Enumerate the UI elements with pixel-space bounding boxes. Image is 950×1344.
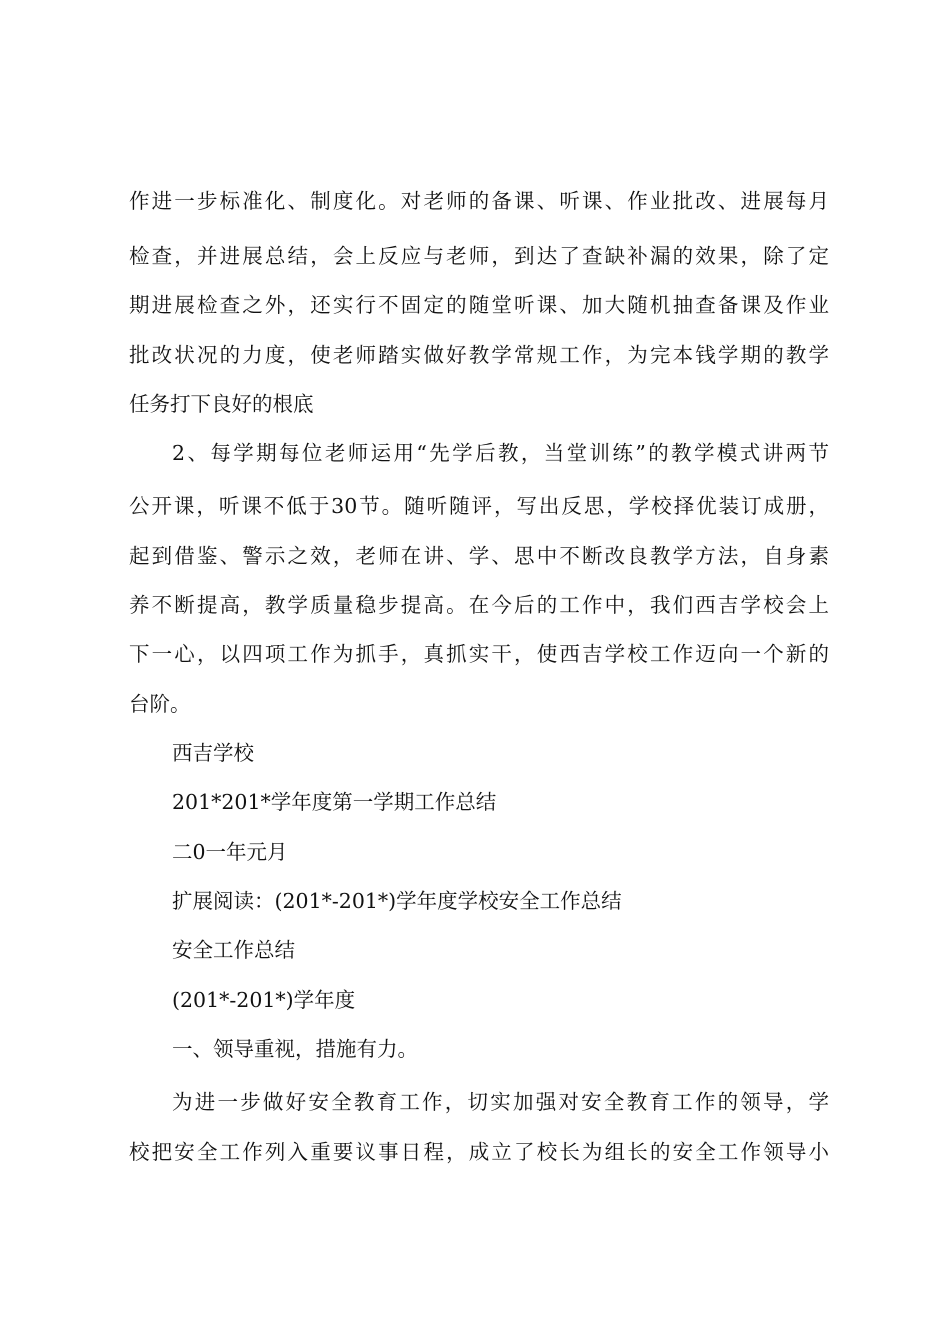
text-line-9: 养不断提高，教学质量稳步提高。在今后的工作中，我们西吉学校会上 <box>129 593 829 617</box>
text-line-19: 为进一步做好安全教育工作，切实加强对安全教育工作的领导，学 <box>172 1090 829 1114</box>
text-line-1: 作进一步标准化、制度化。对老师的备课、听课、作业批改、进展每月 <box>129 189 829 213</box>
text-line-6: 2、每学期每位老师运用“先学后教，当堂训练”的教学模式讲两节 <box>172 441 829 465</box>
text-line-3: 期进展检查之外，还实行不固定的随堂听课、加大随机抽查备课及作业 <box>129 293 829 317</box>
extended-reading-heading: 扩展阅读：(201*-201*)学年度学校安全工作总结 <box>172 889 622 913</box>
text-line-5: 任务打下良好的根底 <box>129 392 314 416</box>
section-year: (201*-201*)学年度 <box>172 988 356 1012</box>
section-title: 安全工作总结 <box>172 938 295 962</box>
text-line-20: 校把安全工作列入重要议事日程，成立了校长为组长的安全工作领导小 <box>129 1140 829 1164</box>
signature-date: 二0一年元月 <box>172 840 288 864</box>
text-line-7: 公开课，听课不低于30节。随听随评，写出反思，学校择优装订成册， <box>129 494 829 518</box>
signature-title: 201*201*学年度第一学期工作总结 <box>172 790 497 814</box>
text-line-8: 起到借鉴、警示之效，老师在讲、学、思中不断改良教学方法，自身素 <box>129 544 829 568</box>
signature-school: 西吉学校 <box>172 741 254 765</box>
text-line-10: 下一心，以四项工作为抓手，真抓实干，使西吉学校工作迈向一个新的 <box>129 642 829 666</box>
section-heading-1: 一、领导重视，措施有力。 <box>172 1037 418 1061</box>
text-line-11: 台阶。 <box>129 692 191 716</box>
text-line-2: 检查，并进展总结，会上反应与老师，到达了查缺补漏的效果，除了定 <box>129 244 829 268</box>
text-line-4: 批改状况的力度，使老师踏实做好教学常规工作，为完本钱学期的教学 <box>129 343 829 367</box>
